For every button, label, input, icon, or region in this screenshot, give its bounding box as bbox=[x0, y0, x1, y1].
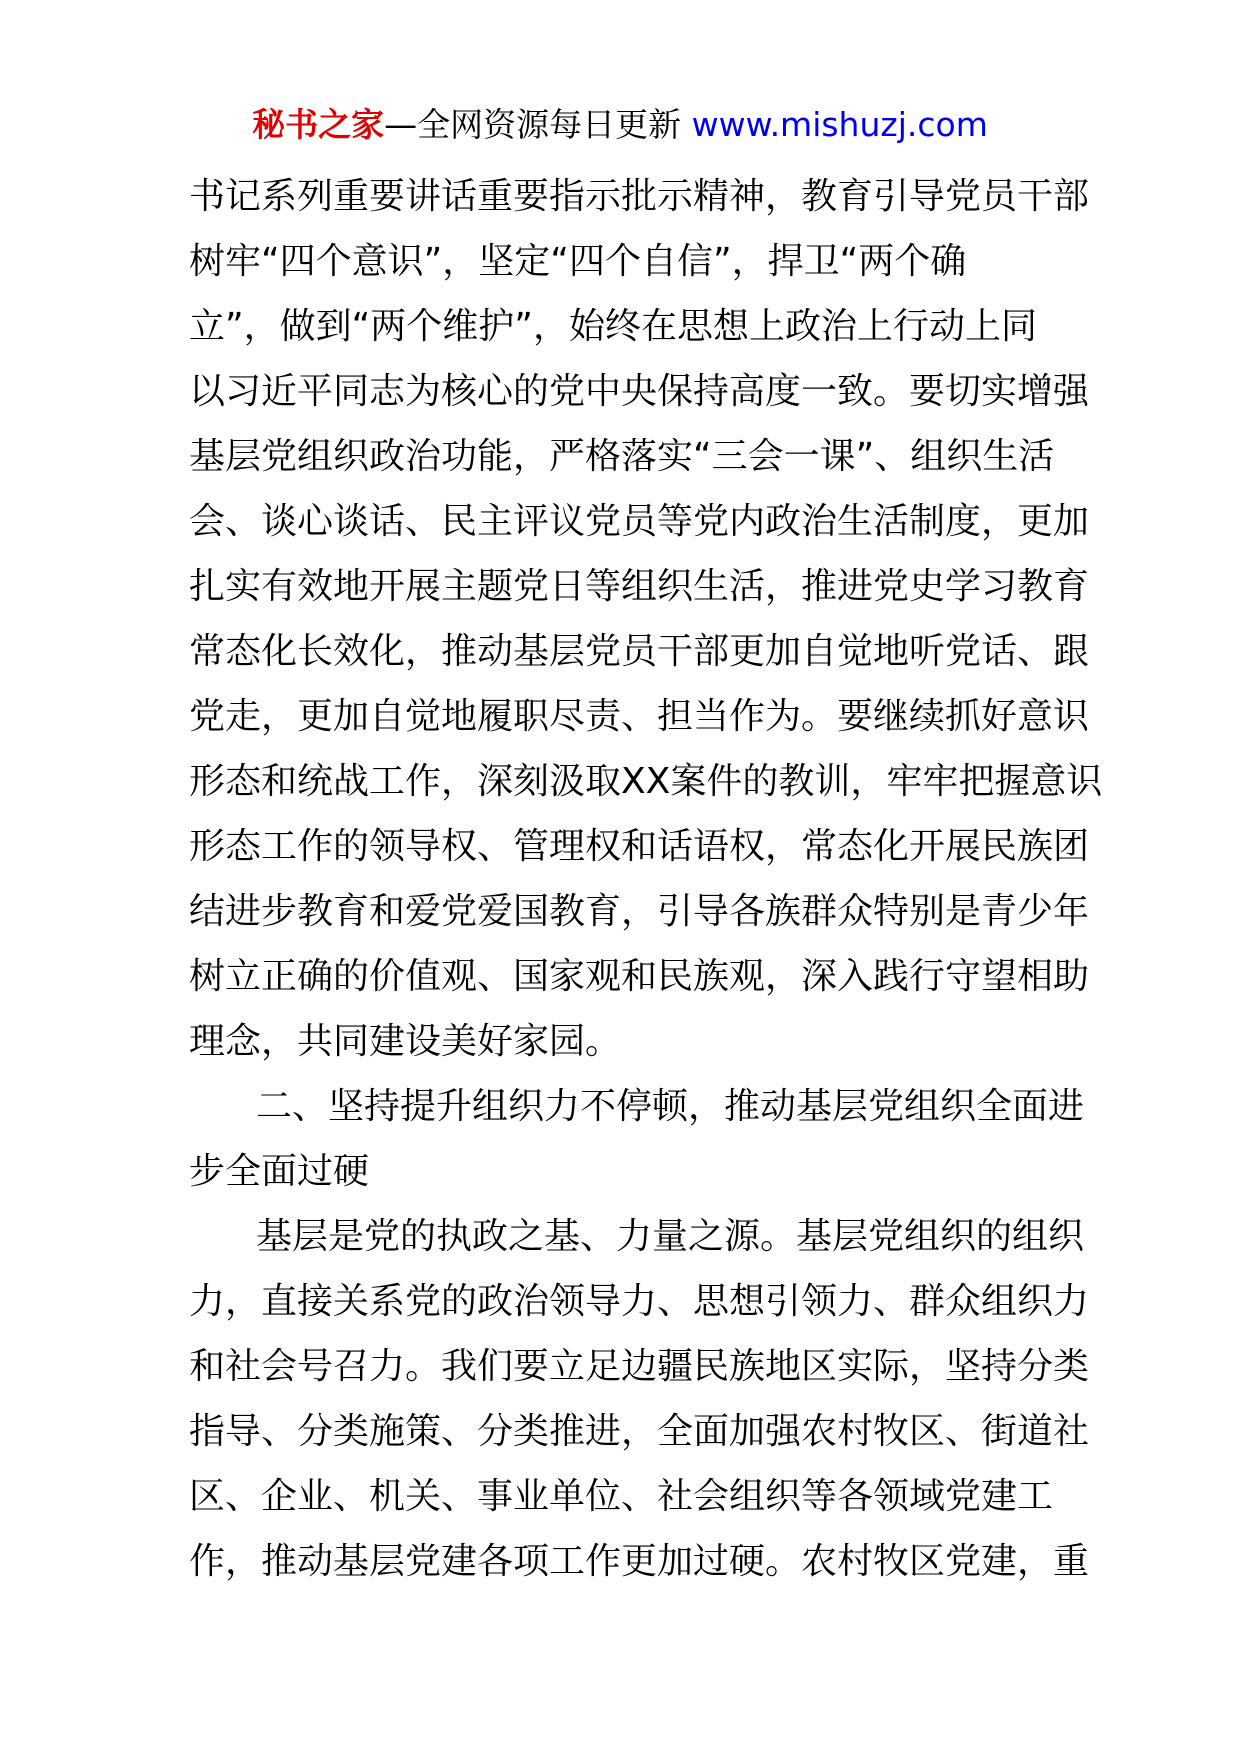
section-heading-line: 步全面过硬 bbox=[189, 1151, 370, 1192]
text-line: 树牢“四个意识”，坚定“四个自信”，捍卫“两个确 bbox=[189, 241, 967, 282]
site-tagline: —全网资源每日更新 bbox=[384, 105, 682, 144]
site-header bbox=[0, 102, 1240, 148]
text-line: 和社会号召力。我们要立足边疆民族地区实际，坚持分类 bbox=[189, 1346, 1090, 1387]
text-line: 理念，共同建设美好家园。 bbox=[189, 1021, 622, 1062]
text-line: 基层是党的执政之基、力量之源。基层党组织的组织 bbox=[256, 1216, 1085, 1257]
text-line: 书记系列重要讲话重要指示批示精神，教育引导党员干部 bbox=[189, 176, 1090, 217]
document-body bbox=[189, 164, 1103, 1594]
text-line: 常态化长效化，推动基层党员干部更加自觉地听党话、跟 bbox=[189, 631, 1090, 672]
text-line: 树立正确的价值观、国家观和民族观，深入践行守望相助 bbox=[189, 956, 1090, 997]
text-line: 作，推动基层党建各项工作更加过硬。农村牧区党建，重 bbox=[189, 1541, 1090, 1582]
text-line: 会、谈心谈话、民主评议党员等党内政治生活制度，更加 bbox=[189, 501, 1090, 542]
text-line: 结进步教育和爱党爱国教育，引导各族群众特别是青少年 bbox=[189, 891, 1090, 932]
text-line: 形态和统战工作，深刻汲取XX案件的教训，牢牢把握意识 bbox=[189, 761, 1103, 802]
text-line: 基层党组织政治功能，严格落实“三会一课”、组织生活 bbox=[189, 436, 1055, 477]
text-line: 力，直接关系党的政治领导力、思想引领力、群众组织力 bbox=[189, 1281, 1090, 1322]
site-brand: 秘书之家 bbox=[252, 105, 385, 144]
site-url-link[interactable]: www.mishuzj.com bbox=[691, 105, 988, 144]
text-line: 指导、分类施策、分类推进，全面加强农村牧区、街道社 bbox=[189, 1411, 1090, 1452]
text-line: 形态工作的领导权、管理权和话语权，常态化开展民族团 bbox=[189, 826, 1090, 867]
text-line: 区、企业、机关、事业单位、社会组织等各领域党建工 bbox=[189, 1476, 1054, 1517]
text-line: 扎实有效地开展主题党日等组织生活，推进党史学习教育 bbox=[189, 566, 1090, 607]
text-line: 立”，做到“两个维护”，始终在思想上政治上行动上同 bbox=[189, 306, 1037, 347]
text-line: 党走，更加自觉地履职尽责、担当作为。要继续抓好意识 bbox=[189, 696, 1090, 737]
section-heading-line: 二、坚持提升组织力不停顿，推动基层党组织全面进 bbox=[256, 1086, 1085, 1127]
text-line: 以习近平同志为核心的党中央保持高度一致。要切实增强 bbox=[189, 371, 1090, 412]
